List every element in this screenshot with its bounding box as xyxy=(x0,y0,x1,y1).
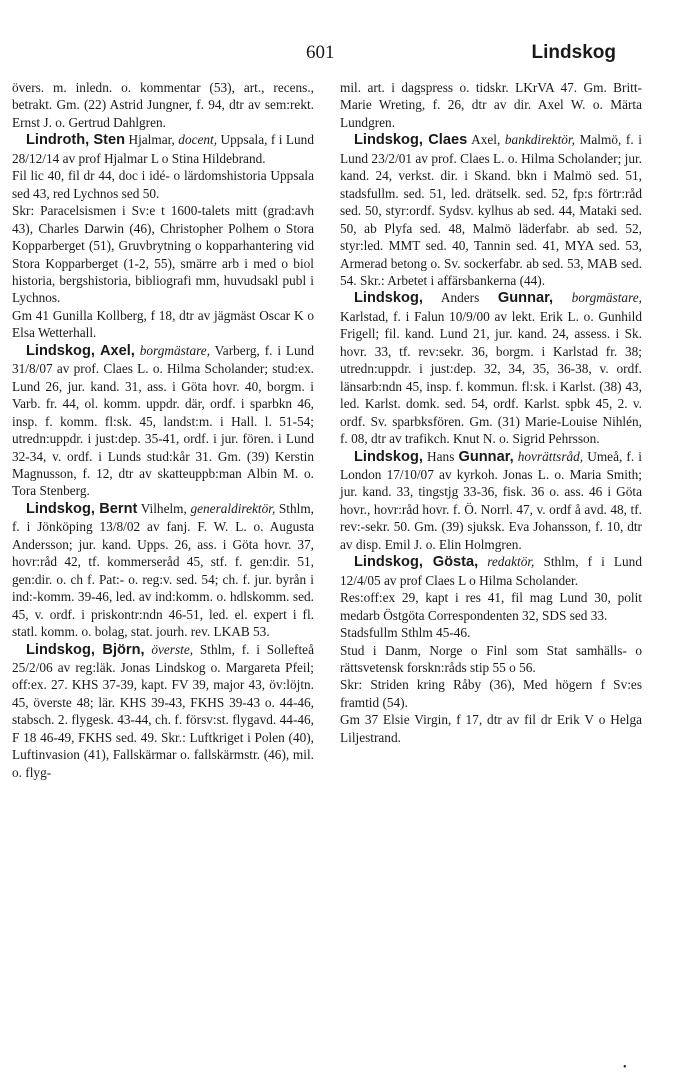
entry-called-name: Gunnar, xyxy=(497,290,554,307)
entry-header xyxy=(12,131,314,167)
entry-surname: Lindskog, xyxy=(354,290,423,307)
entry-text: Varberg, f. i Lund 31/8/07 av prof. Claes L. o. Hilma Scholander; stud:ex. Lund 26, jur. kand. 31, ass. i Göta hovr. 40, borgm. i Varb. fr. 44, ol. komm. uppdr. där, ordf. i sparbkn 46, insp. f. komm. fl:sk. 45, landst:m. i Hall. l. 51-54; utredn:uppdr. i just:dep. 35-41, ordf. i jur. fören. i Lund 32-34, v. ordf. i Lunds stud:kår 31. Gm. (39) Kerstin Magnusson, f. 12, dtr av skatteuppb:man Albin M. o. Tora Stenberg. xyxy=(12,342,314,499)
page-header xyxy=(0,42,688,68)
entry-lindskog-claes xyxy=(340,131,642,289)
entry-lindroth-sten xyxy=(12,131,314,341)
entry-given-name: Axel, xyxy=(467,132,505,148)
page-number: 601 xyxy=(306,42,335,63)
entry-paragraph: Gm 37 Elsie Virgin, f 17, dtr av fil dr Erik V o Helga Liljestrand. xyxy=(340,712,642,745)
entry-paragraph: Skr: Paracelsismen i Sv:e t 1600-talets mitt (grad:avh 43), Charles Darwin (46), Christopher Polhem o Stora Kopparberget (51), Gruvbrytning o kopparhantering vid Stora Kopparberget (1-2, 55), smärre arb i med o biol historia, bergshistoria, bibliografi mm, huvudsakl publ i Lychnos. xyxy=(12,203,314,306)
entry-lindskog-anders-gunnar xyxy=(340,289,642,447)
entry-lindskog-bernt xyxy=(12,500,314,641)
entry-title: borgmästare, xyxy=(553,290,642,306)
entry-header xyxy=(12,500,314,641)
entry-text: Malmö, f. i Lund 23/2/01 av prof. Claes L. o. Hilma Scholander; jur. kand. 24, verkst. dir. i Skand. bkn i Malmö sed. 51, stadsfullm. sed. 51, led. drätselk. sed. 52, fp:s förtr:råd sed. 50, styr:ordf. Sydsv. kylhus ab sed. 44, Mataki sed. 50, ab Plyfa sed. 48, Malmö läderfabr. ab sed. 52, styr:led. MMT sed. 40, Tannin sed. 41, MYA sed. 53, Armerad betong o. Sv. sockerfabr. ab sed. 53, MAB sed. 54. Skr.: Arbetet i affärsbankerna (44). xyxy=(340,132,642,288)
entry-text: Sthlm, f. i Jönköping 13/8/02 av fanj. F. W. L. o. Augusta Andersson; jur. kand. Upps. 26, ass. i Göta hovr. 37, hovr:råd 42, tf. kommerseråd 45, stf. f. gen:dir. 51, gen:dir. o. ch f. Pat:- o. reg:v. sed. 54; ch. f. jur. byrån i ind:-komm. 39-46, led. av ind:komm. o. hdlskomm. sed. 45, v. ordf. i priskontr:ndn 46-51, led. el. expert i fl. statl. komm. o. bolag, stat. jourh. rev. LKAB 53. xyxy=(12,500,315,640)
entry-called-name: Gunnar, xyxy=(458,448,514,465)
entry-name: Lindroth, Sten xyxy=(26,132,126,149)
entry-header xyxy=(12,342,314,500)
entry-paragraph: Stadsfullm Sthlm 45-46. xyxy=(340,625,471,641)
entry-text: Sthlm, f. i Sollefteå 25/2/06 av reg:läk. Jonas Lindskog o. Margareta Pfeil; off:ex. 27. KHS 37-39, kapt. FV 39, major 43, öv:löjtn. 45, överste 48; lär. KHS 39-43, FKHS 39-43 o. 44-46, stabsch. 2. flygesk. 43-44, ch. f. försv:st. flygavd. 44-46, F 18 46-49, FKHS sed. 49. Skr.: Luftkriget i Polen (40), Luftinvasion (41), Fallskärmar o. fallskärmstr. (46), mil. o. flyg- xyxy=(12,641,314,780)
entry-lindskog-hans-gunnar xyxy=(340,448,642,554)
entry-title: bankdirektör, xyxy=(504,132,575,148)
entry-text: Sthlm, f i Lund 12/4/05 av prof Claes L o Hilma Scholander. xyxy=(340,554,642,588)
entry-title: överste, xyxy=(144,641,194,657)
entry-paragraph: Res:off:ex 29, kapt i res 41, fil mag Lund 30, polit medarb Östgöta Correspondenten 32, SDS sed 33. xyxy=(340,590,642,623)
entry-header xyxy=(340,131,642,289)
entry-text: Uppsala, f i Lund 28/12/14 av prof Hjalmar L o Stina Hildebrand. xyxy=(12,132,314,166)
entry-lindskog-gosta xyxy=(340,553,642,746)
entry-continuation xyxy=(12,79,314,131)
entry-title: docent, xyxy=(178,132,218,148)
entry-name: Lindskog, Bernt xyxy=(26,500,138,517)
entry-surname: Lindskog, xyxy=(354,448,423,465)
entry-title: hovrättsråd, xyxy=(513,448,584,464)
entry-lindskog-bjorn xyxy=(12,641,314,782)
entry-header xyxy=(340,553,642,589)
entry-title: redaktör, xyxy=(478,554,535,570)
entry-text: Umeå, f. i London 17/10/07 av kyrkoh. Jonas L. o. Maria Smith; jur. kand. 33, tingstjg 33-36, fisk. 36 o. ass. 46 i Göta hovr., hovr:råd hovr. f. Ö. Norrl. 47, v. ordf å avd. 48, tf. rev:-sekr. 50. Gm. (39) sjuksk. Eva Johansson, f. 10, dtr av disp. Emil J. o. Elin Holmgren. xyxy=(340,448,642,552)
entry-text: Karlstad, f. i Falun 10/9/00 av lekt. Erik L. o. Gunhild Frigell; fil. kand. Lund 21, jur. kand. 24, assess. i Sk. hovr. 33, tf. rev:sekr. 36, borgm. i Karlstad fr. 38; utredn:uppdr. i just:dep. 32, 34, 35, 36-38, v. ordf. länsarb:ndn 45, insp. f. kommun. fl:sk. i Karlst. (38) 43, led. Karlst. domk. sed. 54, ordf. Karlst. spbk 45, 2. v. ordf. Sv. sparbksfören. Gm. (31) Marie-Louise Nihlén, f. 08, dtr av trafikch. Knut N. o. Sigrid Pehrsson. xyxy=(340,308,642,447)
entry-title: borgmästare, xyxy=(134,342,211,358)
entry-header xyxy=(340,289,642,447)
entry-paragraph: Stud i Danm, Norge o Finl som Stat samhälls- o rättsvetensk forskn:råds stip 55 o 56. xyxy=(340,642,642,675)
entry-lindskog-axel xyxy=(12,342,314,500)
entry-given-name: Vilhelm, xyxy=(137,500,191,516)
right-column xyxy=(340,79,642,746)
entry-text: övers. m. inledn. o. kommentar (53), art., recens., betrakt. Gm. (22) Astrid Jungner, f. 94, dtr av sem:rekt. Ernst J. o. Gertrud Dahlgren. xyxy=(12,80,314,130)
entry-given-name: Hjalmar, xyxy=(125,132,179,148)
entry-paragraph: Gm 41 Gunilla Kollberg, f 18, dtr av jägmäst Oscar K o Elsa Wetterhall. xyxy=(12,307,314,341)
entry-name: Lindskog, Björn, xyxy=(26,641,145,658)
running-head: Lindskog xyxy=(531,42,616,63)
entry-given-name: Hans xyxy=(422,448,459,464)
entry-paragraph: Fil lic 40, fil dr 44, doc i idé- o lärdomshistoria Uppsala sed 43, red Lychnos sed 50. xyxy=(12,168,314,201)
entry-name: Lindskog, Axel, xyxy=(26,342,135,359)
entry-header xyxy=(340,448,642,554)
entry-continuation xyxy=(340,79,642,131)
entry-title: generaldirektör, xyxy=(190,500,276,516)
entry-given-name: Anders xyxy=(422,290,498,306)
entry-paragraph: Skr: Striden kring Råby (36), Med högern f Sv:es framtid (54). xyxy=(340,677,642,710)
entry-name: Lindskog, Gösta, xyxy=(354,554,479,571)
left-column xyxy=(12,79,314,781)
footer-mark: • xyxy=(623,1062,627,1073)
entry-name: Lindskog, Claes xyxy=(354,132,468,149)
entry-header xyxy=(12,641,314,782)
entry-text: mil. art. i dagspress o. tidskr. LKrVA 47. Gm. Britt-Marie Wreting, f. 26, dtr av dir. Axel W. o. Märta Lundgren. xyxy=(340,80,642,130)
